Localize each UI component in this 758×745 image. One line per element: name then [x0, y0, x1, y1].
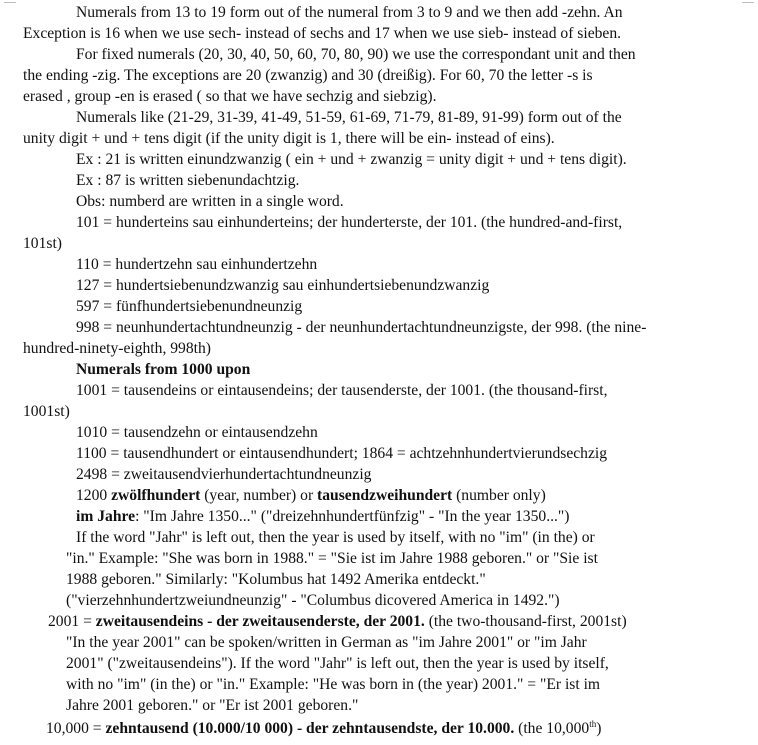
section-heading: Numerals from 1000 upon — [76, 361, 251, 378]
text-span: 1200 — [76, 487, 112, 504]
text-line: Numerals like (21-29, 31-39, 41-49, 51-59, 61-69, 71-79, 81-89, 91-99) form out of the — [76, 109, 622, 126]
text-line: Obs: numberd are written in a single word. — [76, 193, 344, 210]
text-line: 2001" ("zweitausendeins"). If the word "Jahr" is left out, then the year is used by itself, — [66, 655, 609, 672]
text-line: 1010 = tausendzehn or eintausendzehn — [76, 424, 318, 441]
text-span: : "Im Jahre 1350..." ("dreizehnhundertfünfzig" - "In the year 1350...") — [135, 508, 570, 525]
text-line: Jahre 2001 geboren." or "Er ist 2001 geboren." — [66, 697, 359, 714]
bold-term: tausendzweihundert — [317, 487, 453, 504]
text-line: 1001st) — [23, 403, 70, 420]
text-line: 1100 = tausendhundert or eintausendhundert; 1864 = achtzehnhundertvierundsechzig — [76, 445, 608, 462]
text-line-10000 — [46, 718, 601, 739]
text-line: "in." Example: "She was born in 1988." = "Sie ist im Jahre 1988 geboren." or "Sie ist — [66, 550, 598, 567]
text-line: 101st) — [23, 235, 62, 252]
text-line: 2498 = zweitausendvierhundertachtundneunzig — [76, 466, 372, 483]
text-line: Ex : 87 is written siebenundachtzig. — [76, 172, 300, 189]
text-line: 110 = hundertzehn sau einhundertzehn — [76, 256, 318, 273]
text-line: 1988 geboren." Similarly: "Kolumbus hat 1492 Amerika entdeckt." — [66, 571, 486, 588]
text-line: Numerals from 13 to 19 form out of the numeral from 3 to 9 and we then add -zehn. An — [76, 4, 623, 21]
text-line: 998 = neunhundertachtundneunzig - der neunhundertachtundneunzigste, der 998. (the nine- — [76, 319, 647, 336]
superscript: th — [589, 718, 597, 729]
text-span: ) — [596, 720, 602, 737]
bold-term: zwölfhundert — [111, 487, 201, 504]
text-line: 127 = hundertsiebenundzwanzig sau einhundertsiebenundzwanzig — [76, 277, 490, 294]
text-line: Exception is 16 when we use sech- instead of sechs and 17 when we use sieb- instead of sieben. — [23, 25, 622, 42]
text-line: the ending -zig. The exceptions are 20 (zwanzig) and 30 (dreißig). For 60, 70 the letter -s is — [23, 67, 593, 84]
text-line-2001 — [48, 611, 627, 632]
text-line: erased , group -en is erased ( so that we have sechzig and siebzig). — [23, 88, 437, 105]
corner-mark — [4, 2, 16, 3]
text-line: with no "im" (in the) or "in." Example: "He was born in (the year) 2001." = "Er ist im — [66, 676, 601, 693]
text-line: For fixed numerals (20, 30, 40, 50, 60, 70, 80, 90) we use the correspondant unit and then — [76, 46, 636, 63]
text-line: unity digit + und + tens digit (if the unity digit is 1, there will be ein- instead of eins). — [23, 130, 555, 147]
text-span: 10,000 = — [46, 720, 106, 737]
text-line: 1001 = tausendeins or eintausendeins; der tausenderste, der 1001. (the thousand-first, — [76, 382, 608, 399]
text-line: hundred-ninety-eighth, 998th) — [23, 340, 211, 357]
text-line: If the word "Jahr" is left out, then the year is used by itself, with no "im" (in the) or — [76, 529, 595, 546]
text-span: (the 10,000 — [514, 720, 590, 737]
text-line: ("vierzehnhundertzweiundneunzig" - "Columbus dicovered America in 1492.") — [66, 592, 560, 609]
text-line: Ex : 21 is written einundzwanzig ( ein + und + zwanzig = unity digit + und + tens digit). — [76, 151, 627, 168]
text-line: "In the year 2001" can be spoken/written in German as "im Jahre 2001" or "im Jahr — [66, 634, 587, 651]
bold-term: zehntausend (10.000/10 000) - der zehntausendste, der 10.000. — [105, 720, 515, 737]
text-span: (the two-thousand-first, 2001st) — [424, 613, 627, 630]
text-line-1200 — [76, 485, 546, 506]
bold-term: im Jahre — [76, 508, 136, 525]
text-line-im-jahre — [76, 506, 569, 527]
text-span: 2001 = — [48, 613, 96, 630]
text-span: (number only) — [452, 487, 546, 504]
bold-term: zweitausendeins - der zweitausenderste, der 2001. — [95, 613, 425, 630]
text-span: (year, number) or — [200, 487, 318, 504]
text-line: 597 = fünfhundertsiebenundneunzig — [76, 298, 303, 315]
text-line: 101 = hunderteins sau einhunderteins; der hunderterste, der 101. (the hundred-and-first, — [76, 214, 623, 231]
corner-mark — [742, 2, 754, 3]
